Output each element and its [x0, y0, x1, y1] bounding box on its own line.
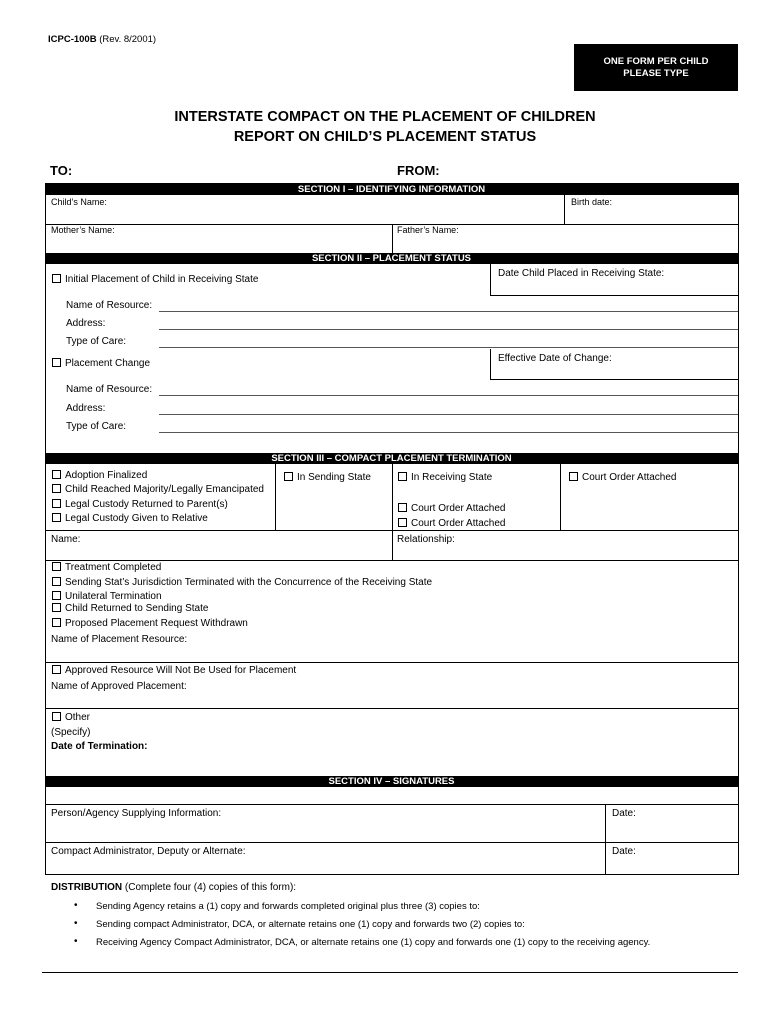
divider — [605, 804, 606, 874]
jurisdiction-terminated-row[interactable]: Sending Stat’s Jurisdiction Terminated with the Concurrence of the Receiving State — [52, 577, 432, 589]
court-order-attached-3-checkbox[interactable] — [398, 518, 407, 527]
divider — [45, 804, 46, 874]
type-of-care-2-line[interactable] — [159, 432, 738, 433]
court-order-attached-checkbox[interactable] — [569, 472, 578, 481]
returned-parents-row[interactable]: Legal Custody Returned to Parent(s) — [52, 499, 228, 511]
divider — [45, 560, 739, 561]
majority-checkbox[interactable] — [52, 484, 61, 493]
name-of-resource-line[interactable] — [159, 311, 738, 312]
divider — [392, 224, 393, 253]
proposed-withdrawn-row[interactable]: Proposed Placement Request Withdrawn — [52, 618, 248, 630]
other-row[interactable]: Other — [52, 712, 90, 724]
title-line-1: INTERSTATE COMPACT ON THE PLACEMENT OF CHILDREN — [174, 109, 596, 125]
person-agency-label: Person/Agency Supplying Information: — [51, 808, 222, 819]
divider — [490, 349, 491, 379]
date-2-label: Date: — [612, 846, 636, 857]
distribution-item: Sending compact Administrator, DCA, or alternate retains one (1) copy and forwards two (2) copies to: — [96, 919, 525, 930]
court-order-attached-3-row[interactable]: Court Order Attached — [398, 518, 506, 530]
divider — [45, 530, 739, 531]
compact-admin-label: Compact Administrator, Deputy or Alternate: — [51, 846, 246, 857]
frame-left — [45, 183, 46, 804]
address-line[interactable] — [159, 329, 738, 330]
type-of-care-label: Type of Care: — [66, 336, 127, 347]
name-of-approved-placement-label: Name of Approved Placement: — [51, 681, 187, 692]
treatment-completed-row[interactable]: Treatment Completed — [52, 562, 161, 574]
in-sending-state-checkbox[interactable] — [284, 472, 293, 481]
childs-name-label: Child’s Name: — [51, 197, 107, 207]
returned-parents-checkbox[interactable] — [52, 499, 61, 508]
divider — [45, 874, 739, 875]
divider — [392, 464, 393, 560]
placement-change-checkbox[interactable] — [52, 358, 61, 367]
jurisdiction-terminated-checkbox[interactable] — [52, 577, 61, 586]
bullet-icon: • — [74, 936, 78, 947]
divider — [45, 662, 739, 663]
name-of-resource-2-line[interactable] — [159, 395, 738, 396]
section-2-header: SECTION II – PLACEMENT STATUS — [45, 253, 738, 264]
name-of-resource-label: Name of Resource: — [66, 300, 153, 311]
name-of-placement-resource-label: Name of Placement Resource: — [51, 634, 188, 645]
address-2-line[interactable] — [159, 414, 738, 415]
approved-not-used-checkbox[interactable] — [52, 665, 61, 674]
divider — [45, 842, 739, 843]
section-1-header: SECTION I – IDENTIFYING INFORMATION — [45, 184, 738, 195]
proposed-withdrawn-checkbox[interactable] — [52, 618, 61, 627]
one-form-notice-box — [574, 44, 738, 91]
court-order-attached-row[interactable]: Court Order Attached — [569, 472, 677, 484]
section-3-header: SECTION III – COMPACT PLACEMENT TERMINATION — [45, 453, 738, 464]
type-of-care-2-label: Type of Care: — [66, 421, 127, 432]
distribution-item: Receiving Agency Compact Administrator, DCA, or alternate retains one (1) copy and forwards one (1) copy to the receiving agency. — [96, 937, 651, 948]
notice-line-2: PLEASE TYPE — [623, 68, 689, 79]
other-checkbox[interactable] — [52, 712, 61, 721]
form-revision: (Rev. 8/2001) — [99, 34, 157, 45]
page-title — [0, 107, 770, 147]
bullet-icon: • — [74, 900, 78, 911]
divider — [490, 295, 738, 296]
unilateral-row[interactable]: Unilateral Termination — [52, 591, 162, 603]
initial-placement-checkbox[interactable] — [52, 274, 61, 283]
to-label: TO: — [50, 163, 73, 178]
name-of-resource-2-label: Name of Resource: — [66, 384, 153, 395]
address-label: Address: — [66, 318, 106, 329]
divider — [560, 464, 561, 530]
frame-right — [738, 183, 739, 804]
form-code-line — [48, 34, 156, 46]
majority-row[interactable]: Child Reached Majority/Legally Emancipated — [52, 484, 264, 496]
name-label: Name: — [51, 534, 81, 545]
notice-line-1: ONE FORM PER CHILD — [603, 56, 709, 67]
adoption-finalized-checkbox[interactable] — [52, 470, 61, 479]
in-receiving-state-row[interactable]: In Receiving State — [398, 472, 492, 484]
given-relative-row[interactable]: Legal Custody Given to Relative — [52, 513, 208, 525]
divider — [490, 264, 491, 295]
divider — [564, 195, 565, 224]
child-returned-checkbox[interactable] — [52, 603, 61, 612]
address-2-label: Address: — [66, 403, 106, 414]
divider — [275, 464, 276, 530]
divider — [490, 379, 738, 380]
bullet-icon: • — [74, 918, 78, 929]
date-of-termination-label: Date of Termination: — [51, 741, 148, 752]
distribution-heading — [51, 882, 296, 894]
approved-not-used-row[interactable]: Approved Resource Will Not Be Used for Placement — [52, 665, 296, 677]
divider — [45, 804, 739, 805]
divider — [738, 804, 739, 874]
specify-label: (Specify) — [51, 727, 91, 738]
date-child-placed-label: Date Child Placed in Receiving State: — [498, 268, 665, 279]
in-sending-state-row[interactable]: In Sending State — [284, 472, 371, 484]
placement-change-checkbox-row[interactable]: Placement Change — [52, 358, 150, 370]
given-relative-checkbox[interactable] — [52, 513, 61, 522]
type-of-care-line[interactable] — [159, 347, 738, 348]
initial-placement-checkbox-row[interactable]: Initial Placement of Child in Receiving State — [52, 274, 258, 286]
distribution-item: Sending Agency retains a (1) copy and forwards completed original plus three (3) copies to: — [96, 901, 480, 912]
date-1-label: Date: — [612, 808, 636, 819]
adoption-finalized-row[interactable]: Adoption Finalized — [52, 470, 147, 482]
unilateral-checkbox[interactable] — [52, 591, 61, 600]
treatment-completed-checkbox[interactable] — [52, 562, 61, 571]
title-line-2: REPORT ON CHILD’S PLACEMENT STATUS — [233, 129, 537, 145]
court-order-attached-2-checkbox[interactable] — [398, 503, 407, 512]
fathers-name-label: Father’s Name: — [397, 225, 459, 235]
child-returned-row[interactable]: Child Returned to Sending State — [52, 603, 208, 615]
from-label: FROM: — [397, 163, 440, 178]
footer-rule — [42, 972, 738, 973]
distribution-note: (Complete four (4) copies of this form): — [122, 882, 297, 893]
distribution-label: DISTRIBUTION — [51, 882, 123, 893]
birth-date-label: Birth date: — [571, 197, 613, 207]
form-code: ICPC-100B — [48, 34, 97, 45]
relationship-label: Relationship: — [397, 534, 455, 545]
in-receiving-state-checkbox[interactable] — [398, 472, 407, 481]
section-4-header: SECTION IV – SIGNATURES — [45, 776, 738, 787]
mothers-name-label: Mother’s Name: — [51, 225, 115, 235]
court-order-attached-2-row[interactable]: Court Order Attached — [398, 503, 506, 515]
effective-date-label: Effective Date of Change: — [498, 353, 612, 364]
divider — [45, 708, 739, 709]
